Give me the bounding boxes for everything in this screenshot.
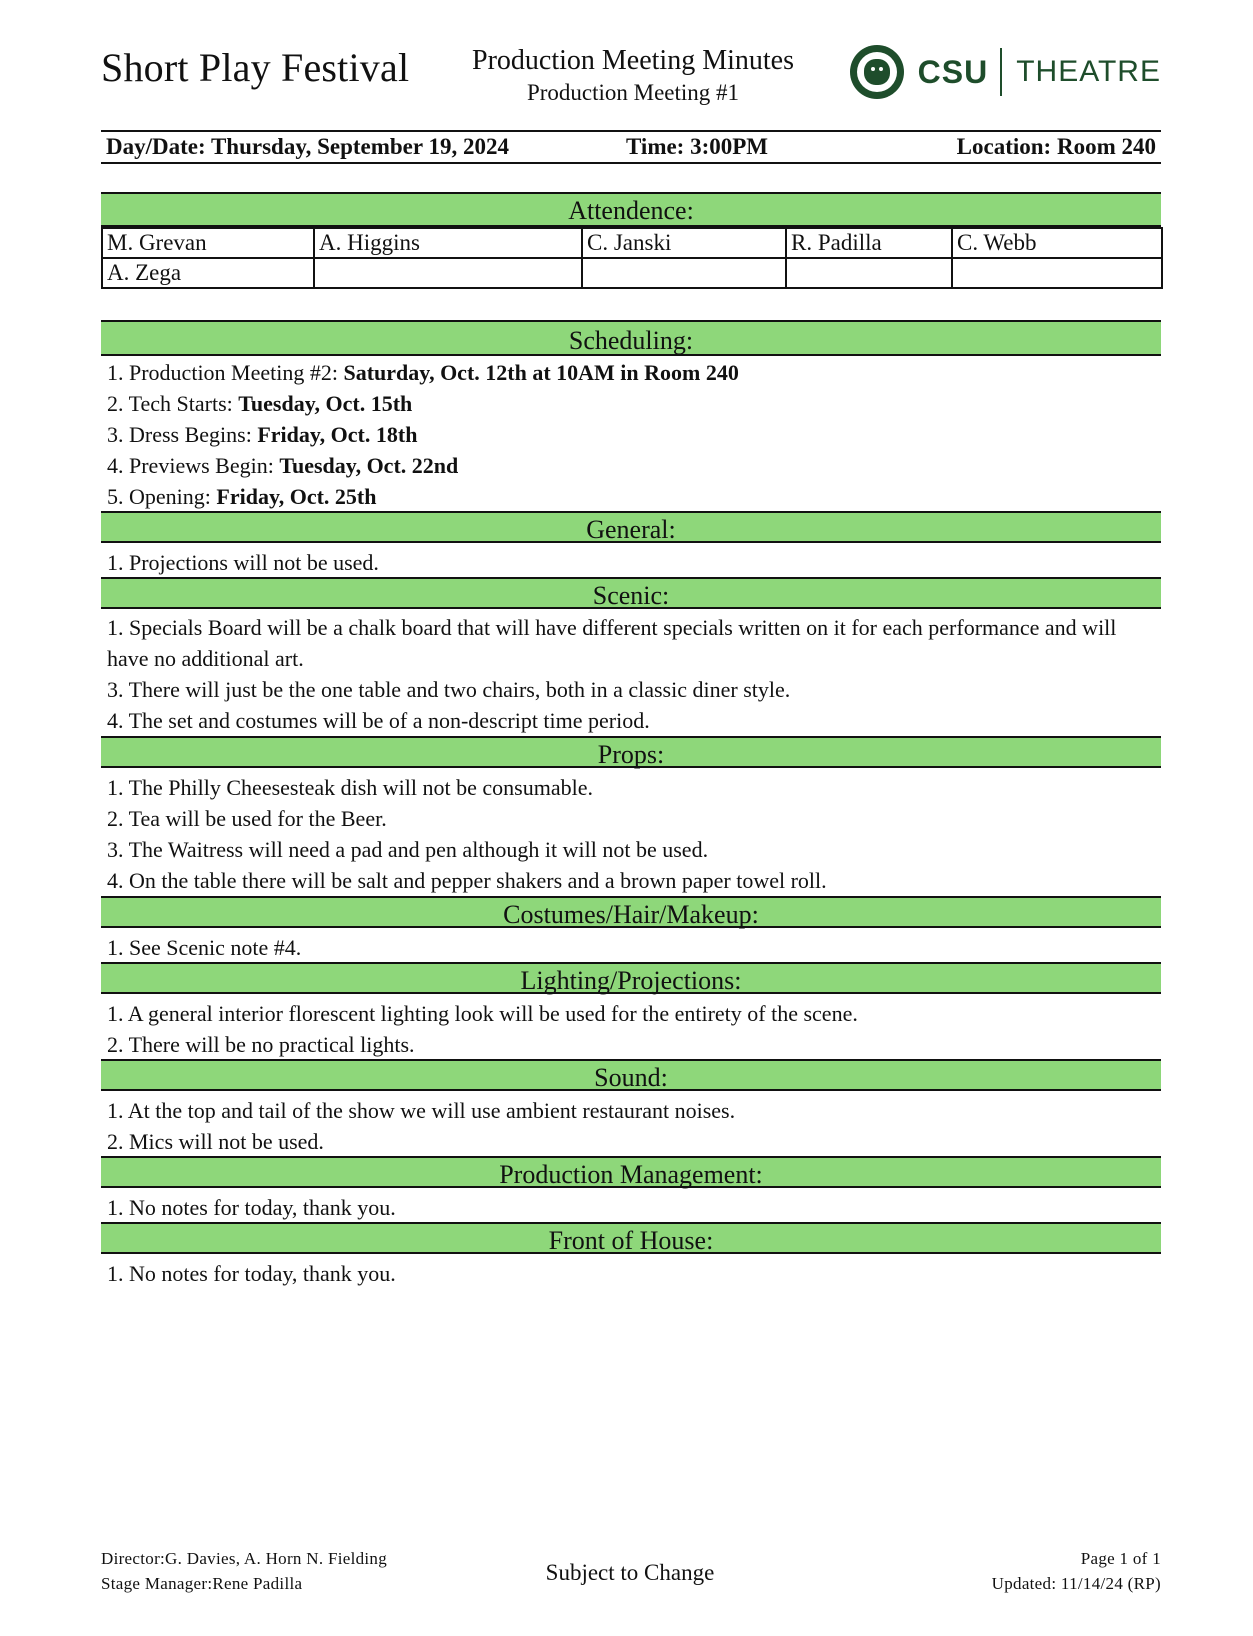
logo-csu-text: CSU [917, 53, 989, 90]
meeting-date: Day/Date: Thursday, September 19, 2024 [106, 134, 509, 159]
list-item: 5. Opening: Friday, Oct. 25th [107, 484, 377, 509]
logo-theatre-text: THEATRE [1016, 55, 1161, 88]
attendee-cell [582, 258, 786, 288]
attendee-cell: A. Zega [102, 258, 314, 288]
document-header [101, 44, 1161, 110]
list-item: 1. Production Meeting #2: Saturday, Oct. 12th at 10AM in Room 240 [107, 360, 739, 385]
list-item: 2. Tea will be used for the Beer. [107, 806, 387, 831]
footer-page-number: Page 1 of 1 [1080, 1549, 1161, 1568]
footer-credits [101, 1546, 387, 1596]
logo-divider [1000, 48, 1002, 96]
list-item: 1. A general interior florescent lighting look will be used for the entirety of the scene. [107, 1001, 858, 1026]
props-header: Props: [101, 736, 1161, 768]
front-of-house-list [107, 1258, 1157, 1289]
footer-stage-manager: Stage Manager:Rene Padilla [101, 1574, 303, 1593]
production-management-list [107, 1192, 1157, 1223]
attendee-cell: A. Higgins [314, 228, 582, 258]
list-item: 1. At the top and tail of the show we will use ambient restaurant noises. [107, 1098, 736, 1123]
attendee-cell [314, 258, 582, 288]
meeting-info-bar [101, 130, 1161, 164]
list-item: 2. Tech Starts: Tuesday, Oct. 15th [107, 391, 413, 416]
costumes-header: Costumes/Hair/Makeup: [101, 896, 1161, 928]
list-item: 1. No notes for today, thank you. [107, 1261, 396, 1286]
attendance-header: Attendence: [101, 192, 1161, 227]
attendee-cell [952, 258, 1162, 288]
props-list [107, 772, 1157, 896]
front-of-house-header: Front of House: [101, 1222, 1161, 1254]
footer-page-info [992, 1546, 1161, 1596]
attendee-cell: M. Grevan [102, 228, 314, 258]
meeting-number: Production Meeting #1 [526, 80, 740, 105]
production-management-header: Production Management: [101, 1156, 1161, 1188]
general-header: General: [101, 511, 1161, 543]
attendee-cell: C. Janski [582, 228, 786, 258]
list-item: 1. See Scenic note #4. [107, 935, 302, 960]
scenic-list [107, 612, 1157, 736]
list-item: 3. Dress Begins: Friday, Oct. 18th [107, 422, 418, 447]
attendee-cell [786, 258, 952, 288]
meeting-time: Time: 3:00PM [626, 134, 769, 159]
list-item: 4. Previews Begin: Tuesday, Oct. 22nd [107, 453, 459, 478]
ram-logo-icon [850, 45, 904, 99]
list-item: 2. Mics will not be used. [107, 1129, 324, 1154]
attendance-row [102, 258, 1162, 288]
footer-director: Director:G. Davies, A. Horn N. Fielding [101, 1549, 388, 1568]
list-item: 1. Projections will not be used. [107, 550, 379, 575]
lighting-list [107, 998, 1157, 1060]
attendee-cell: C. Webb [952, 228, 1162, 258]
minutes-title: Production Meeting Minutes [472, 45, 794, 76]
list-item: 4. On the table there will be salt and pepper shakers and a brown paper towel roll. [107, 868, 827, 893]
scheduling-list [107, 357, 1157, 512]
list-item: 1. The Philly Cheesesteak dish will not be consumable. [107, 775, 593, 800]
csu-theatre-logo [850, 44, 1161, 100]
costumes-list [107, 932, 1157, 963]
list-item: 1. Specials Board will be a chalk board that will have different specials written on it for each performance and will have no additional art. [107, 615, 1117, 671]
attendance-row [102, 228, 1162, 258]
footer-subject-to-change: Subject to Change [545, 1560, 715, 1585]
festival-title: Short Play Festival [101, 45, 410, 90]
scheduling-header: Scheduling: [101, 320, 1161, 356]
list-item: 2. There will be no practical lights. [107, 1032, 415, 1057]
lighting-header: Lighting/Projections: [101, 962, 1161, 994]
meeting-location: Location: Room 240 [956, 134, 1156, 159]
sound-header: Sound: [101, 1059, 1161, 1091]
minutes-title-block [463, 44, 803, 108]
list-item: 3. The Waitress will need a pad and pen although it will not be used. [107, 837, 709, 862]
scenic-header: Scenic: [101, 577, 1161, 609]
list-item: 1. No notes for today, thank you. [107, 1195, 396, 1220]
footer-updated: Updated: 11/14/24 (RP) [991, 1574, 1161, 1593]
list-item: 4. The set and costumes will be of a non-descript time period. [107, 708, 650, 733]
list-item: 3. There will just be the one table and two chairs, both in a classic diner style. [107, 677, 791, 702]
attendance-table [101, 227, 1163, 289]
sound-list [107, 1095, 1157, 1157]
general-list [107, 547, 1157, 578]
attendee-cell: R. Padilla [786, 228, 952, 258]
